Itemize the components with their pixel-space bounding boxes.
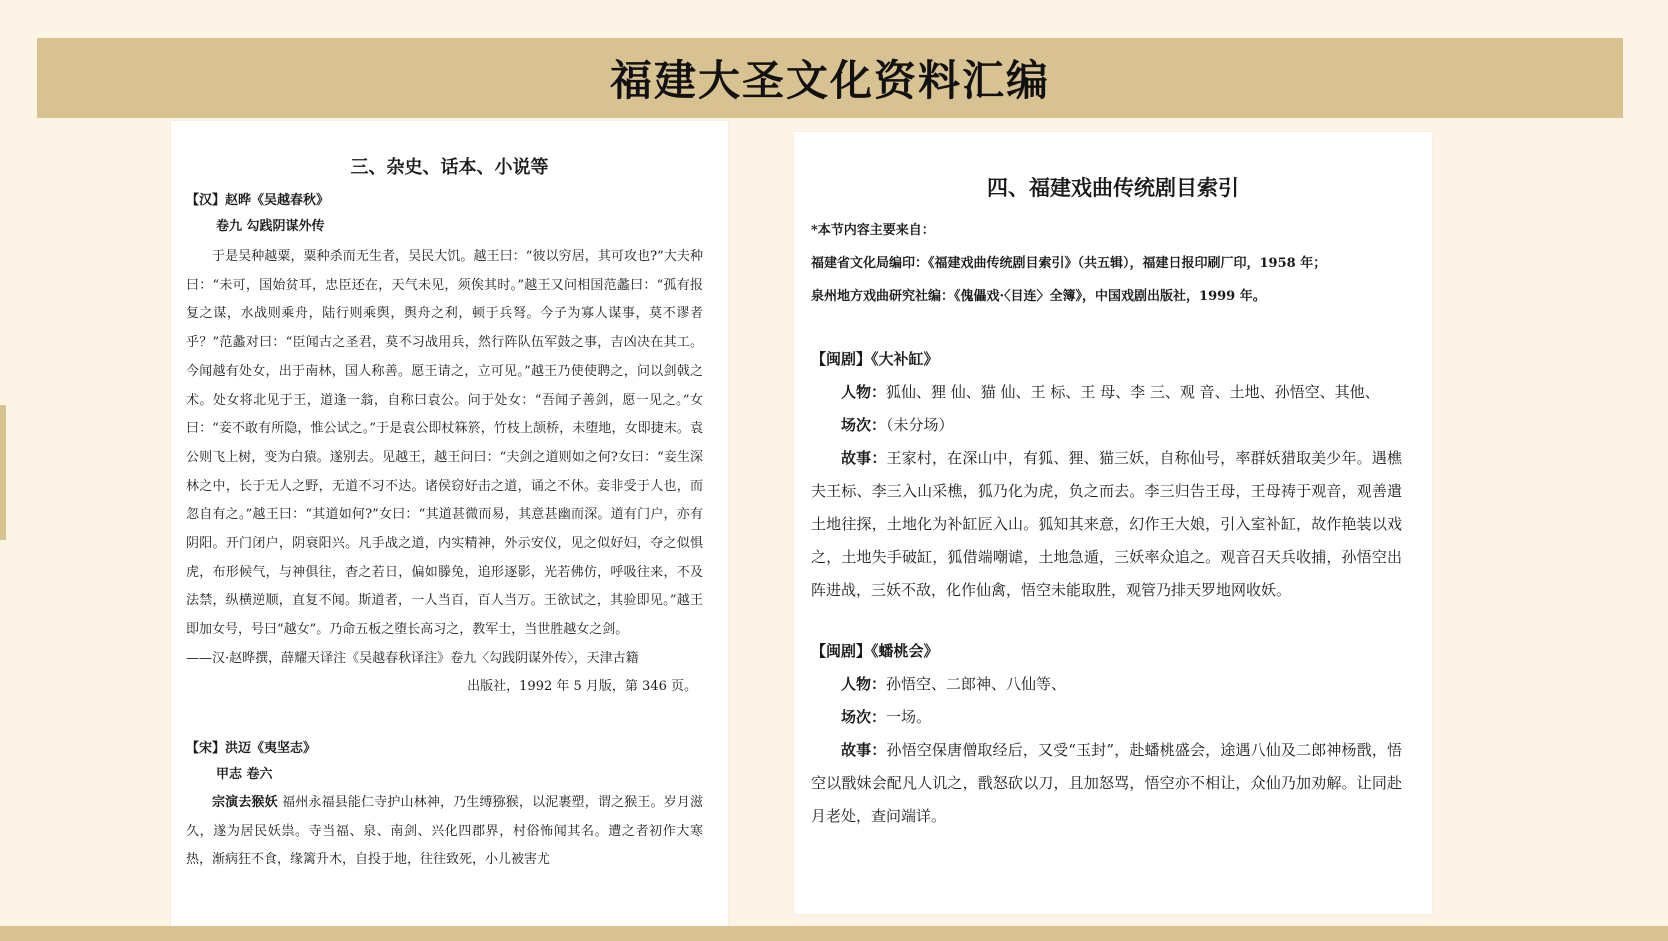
play2-story-value: 孙悟空保唐僧取经后，又受“玉封”，赴蟠桃盛会，途遇八仙及二郎神杨戬，悟空以戬妹会配凡人讥之，戬怒砍以刀，且加怒骂，悟空亦不相让，众仙乃加劝解。让同赴月老处，查问端详。 xyxy=(811,741,1402,825)
play2-characters xyxy=(811,668,1402,701)
play1-story-value: 王家村，在深山中，有狐、狸、猫三妖，自称仙号，率群妖猎取美少年。遇樵夫王标、李三入山采樵，狐乃化为虎，负之而去。李三归告王母，王母祷于观音，观善遣土地往探，土地化为补缸匠入山。狐知其来意，幻作王大娘，引入室补缸，故作艳装以戏之，土地失手破缸，狐借端嘲谑，土地急遁，三妖率众追之。观音召天兵收捕，孙悟空出阵进战，三妖不敌，化作仙禽，悟空未能取胜，观管乃排天罗地网收妖。 xyxy=(811,449,1402,599)
entry1-source: 【汉】赵晔《吴越春秋》 xyxy=(186,193,330,208)
play2-scenes xyxy=(811,701,1402,734)
play1-scenes-label: 场次： xyxy=(841,416,887,434)
left-accent-bar xyxy=(0,405,6,540)
right-document-page xyxy=(794,132,1432,914)
entry2-body: 福州永福县能仁寺护山林神，乃生缚猕猴，以泥裹塑，谓之猴王。岁月滋久，遂为居民妖祟。寺当福、泉、南剑、兴化四郡界，村俗怖闻其名。遭之者初作大寒热，渐病狂不食，缘篱升木，自投于地，往往致死，小儿被害尤 xyxy=(186,794,703,868)
source-note-heading: *本节内容主要来自： xyxy=(811,223,935,238)
play1-characters xyxy=(811,376,1402,409)
entry1-citation-line2: 出版社，1992 年 5 月版，第 346 页。 xyxy=(467,678,697,694)
entry1-body: 于是吴种越粟，粟种杀而无生者，吴民大饥。越王曰：“彼以穷居，其可攻也?”大夫种曰：“未可，国始贫耳，忠臣还在，天气未见，须俟其时。”越王又问相国范蠡曰：“孤有报复之谋，水战则乘舟，陆行则乘舆，舆舟之利，顿于兵弩。今子为寡人谋事，莫不谬者乎？”范蠡对曰：“臣闻古之圣君，莫不习战用兵，然行阵队伍军鼓之事，吉凶决在其工。今闻越有处女，出于南林，国人称善。愿王请之，立可见。”越王乃使使聘之，问以剑戟之术。处女将北见于王，道逢一翁，自称曰袁公。问于处女：“吾闻子善剑，愿一见之。”女曰：“妾不敢有所隐，惟公试之。”于是袁公即杖箖箊，竹枝上颉桥，未堕地，女即捷末。袁公则飞上树，变为白猿。遂别去。见越王，越王问曰：“夫剑之道则如之何?女曰：“妾生深林之中，长于无人之野，无道不习不达。诸侯窃好击之道，诵之不休。妾非受于人也，而忽自有之。”越王曰：“其道如何?”女曰：“其道甚微而易，其意甚幽而深。道有门户，亦有阴阳。开门闭户，阴衰阳兴。凡手战之道，内实精神，外示安仪，见之似好妇，夺之似惧虎，布形候气，与神俱往，杳之若日，偏如滕兔，追形逐影，光若佛仿，呼吸往来，不及法禁，纵横逆顺，直复不闻。斯道者，一人当百，百人当万。王欲试之，其验即见。”越王即加女号，号曰“越女”。乃命五板之堕长高习之，教军士，当世胜越女之剑。 xyxy=(186,249,703,638)
play2-characters-label: 人物： xyxy=(841,675,887,693)
entry1-chapter: 卷九 勾践阴谋外传 xyxy=(216,219,325,234)
left-document-page xyxy=(171,121,728,931)
play1-scenes-value: （未分场） xyxy=(886,416,954,434)
source-note-1: 福建省文化局编印：《福建戏曲传统剧目索引》（共五辑），福建日报印刷厂印，1958 年； xyxy=(811,256,1327,271)
entry2-story-title: 宗演去猴妖 xyxy=(212,794,278,810)
entry2-body-paragraph xyxy=(186,789,703,875)
play2-title: 【闽剧】《蟠桃会》 xyxy=(811,642,939,660)
play1-story-label: 故事： xyxy=(841,449,887,467)
entry2-chapter: 甲志 卷六 xyxy=(216,766,273,782)
title-banner xyxy=(37,38,1623,118)
play2-scenes-label: 场次： xyxy=(841,708,887,726)
play1-scenes xyxy=(811,409,1402,442)
entry2-source: 【宋】洪迈《夷坚志》 xyxy=(186,740,317,756)
play2-characters-value: 孙悟空、二郎神、八仙等、 xyxy=(886,675,1067,693)
entry1-citation-line1: ——汉·赵晔撰，薛耀天译注《吴越春秋译注》卷九〈勾践阴谋外传〉，天津古籍 xyxy=(186,650,639,666)
page-title: 福建大圣文化资料汇编 xyxy=(609,56,1050,105)
source-note-2: 泉州地方戏曲研究社编：《傀儡戏·〈目连〉全簿》，中国戏剧出版社，1999 年。 xyxy=(811,289,1266,304)
play1-story xyxy=(811,442,1402,607)
play1-characters-value: 狐仙、狸 仙、猫 仙、王 标、王 母、李 三、观 音、土地、孙悟空、其他、 xyxy=(886,383,1380,401)
play2-story-label: 故事： xyxy=(841,741,887,759)
play1-title: 【闽剧】《大补缸》 xyxy=(811,350,939,368)
right-section-title: 四、福建戏曲传统剧目索引 xyxy=(987,176,1239,200)
play2-scenes-value: 一场。 xyxy=(886,708,932,726)
bottom-accent-bar xyxy=(0,926,1668,941)
play1-characters-label: 人物： xyxy=(841,383,887,401)
left-section-title: 三、杂史、话本、小说等 xyxy=(350,157,549,178)
play2-story xyxy=(811,734,1402,833)
